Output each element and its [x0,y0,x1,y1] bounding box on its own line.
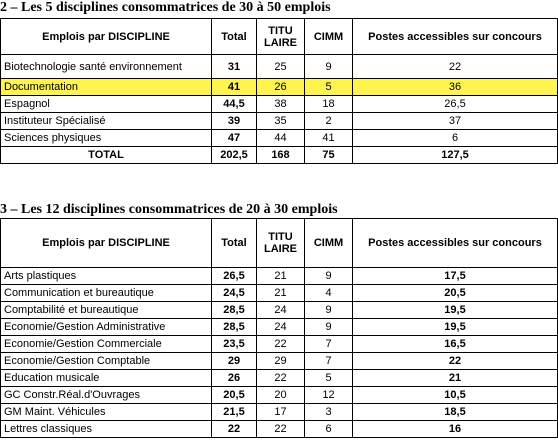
table-row [1,96,558,113]
cell-postes: 19,5 [353,302,558,319]
cell-cimm: 5 [305,79,353,96]
header-total: Total [212,19,257,55]
table-row [1,421,558,438]
cell-total: 31 [212,55,257,79]
cell-cimm: 18 [305,96,353,113]
cell-titulaire: 35 [257,113,305,130]
cell-titulaire: 22 [257,421,305,438]
cell-titulaire: 17 [257,404,305,421]
cell-postes: 10,5 [353,387,558,404]
table-row [1,319,558,336]
cell-cimm: 4 [305,285,353,302]
cell-postes: 18,5 [353,404,558,421]
header-titulaire: TITU LAIRE [257,19,305,55]
table-row [1,130,558,147]
cell-discipline: Communication et bureautique [1,285,212,302]
cell-postes: 16,5 [353,336,558,353]
header-discipline: Emplois par DISCIPLINE [1,19,212,55]
cell-postes: 36 [353,79,558,96]
table-row [1,268,558,285]
cell-titulaire: 25 [257,55,305,79]
table-row [1,404,558,421]
cell-discipline: GC Constr.Réal.d'Ouvrages [1,387,212,404]
cell-titulaire: 38 [257,96,305,113]
cell-titulaire: 24 [257,302,305,319]
cell-discipline: Economie/Gestion Comptable [1,353,212,370]
cell-titulaire: 21 [257,285,305,302]
cell-postes: 26,5 [353,96,558,113]
total-label: TOTAL [1,147,212,164]
cell-cimm: 3 [305,404,353,421]
cell-titulaire: 24 [257,319,305,336]
cell-discipline: Biotechnologie santé environnement [1,55,212,79]
cell-discipline: Education musicale [1,370,212,387]
cell-total: 47 [212,130,257,147]
cell-titulaire: 20 [257,387,305,404]
cell-discipline: Arts plastiques [1,268,212,285]
header-row [1,19,558,55]
cell-postes: 37 [353,113,558,130]
cell-total: 29 [212,353,257,370]
cell-titulaire: 22 [257,370,305,387]
table-row [1,113,558,130]
header-cimm: CIMM [305,19,353,55]
cell-total: 26,5 [212,268,257,285]
table-row [1,302,558,319]
cell-postes: 21 [353,370,558,387]
cell-discipline: Espagnol [1,96,212,113]
cell-total: 23,5 [212,336,257,353]
cell-cimm: 9 [305,319,353,336]
cell-total: 21,5 [212,404,257,421]
header-postes: Postes accessibles sur concours [353,219,558,268]
cell-discipline: Documentation [1,79,212,96]
cell-discipline: Economie/Gestion Administrative [1,319,212,336]
cell-postes: 17,5 [353,268,558,285]
cell-titulaire: 21 [257,268,305,285]
cell-cimm: 12 [305,387,353,404]
table-row-highlighted [1,79,558,96]
header-discipline: Emplois par DISCIPLINE [1,219,212,268]
header-postes: Postes accessibles sur concours [353,19,558,55]
cell-total: 26 [212,370,257,387]
cell-postes: 19,5 [353,319,558,336]
cell-total: 41 [212,79,257,96]
cell-total: 20,5 [212,387,257,404]
cell-postes: 22 [353,353,558,370]
cell-discipline: Lettres classiques [1,421,212,438]
cell-discipline: Instituteur Spécialisé [1,113,212,130]
section-title-2: 3 – Les 12 disciplines consommatrices de 20 à 30 emplois [0,202,338,217]
cell-postes: 22 [353,55,558,79]
total-row [1,147,558,164]
cell-titulaire: 26 [257,79,305,96]
header-cimm: CIMM [305,219,353,268]
total-cimm: 75 [305,147,353,164]
cell-cimm: 9 [305,268,353,285]
cell-total: 44,5 [212,96,257,113]
total-titulaire: 168 [257,147,305,164]
disciplines-table-1 [0,18,558,164]
table-row [1,55,558,79]
cell-cimm: 7 [305,336,353,353]
cell-titulaire: 44 [257,130,305,147]
cell-cimm: 2 [305,113,353,130]
cell-total: 28,5 [212,319,257,336]
cell-discipline: Sciences physiques [1,130,212,147]
cell-cimm: 7 [305,353,353,370]
cell-total: 28,5 [212,302,257,319]
cell-discipline: Comptabilité et bureautique [1,302,212,319]
cell-total: 22 [212,421,257,438]
header-row [1,219,558,268]
total-total: 202,5 [212,147,257,164]
table-row [1,370,558,387]
cell-postes: 20,5 [353,285,558,302]
cell-cimm: 6 [305,421,353,438]
cell-total: 39 [212,113,257,130]
cell-cimm: 41 [305,130,353,147]
cell-discipline: GM Maint. Véhicules [1,404,212,421]
cell-cimm: 5 [305,370,353,387]
table-row [1,285,558,302]
cell-cimm: 9 [305,302,353,319]
table-row [1,353,558,370]
total-postes: 127,5 [353,147,558,164]
table-row [1,387,558,404]
cell-postes: 6 [353,130,558,147]
cell-discipline: Economie/Gestion Commerciale [1,336,212,353]
cell-cimm: 9 [305,55,353,79]
header-total: Total [212,219,257,268]
cell-total: 24,5 [212,285,257,302]
cell-titulaire: 29 [257,353,305,370]
cell-titulaire: 22 [257,336,305,353]
cell-postes: 16 [353,421,558,438]
table-row [1,336,558,353]
header-titulaire: TITU LAIRE [257,219,305,268]
disciplines-table-2 [0,218,558,438]
section-title-1: 2 – Les 5 disciplines consommatrices de 30 à 50 emplois [0,0,331,15]
